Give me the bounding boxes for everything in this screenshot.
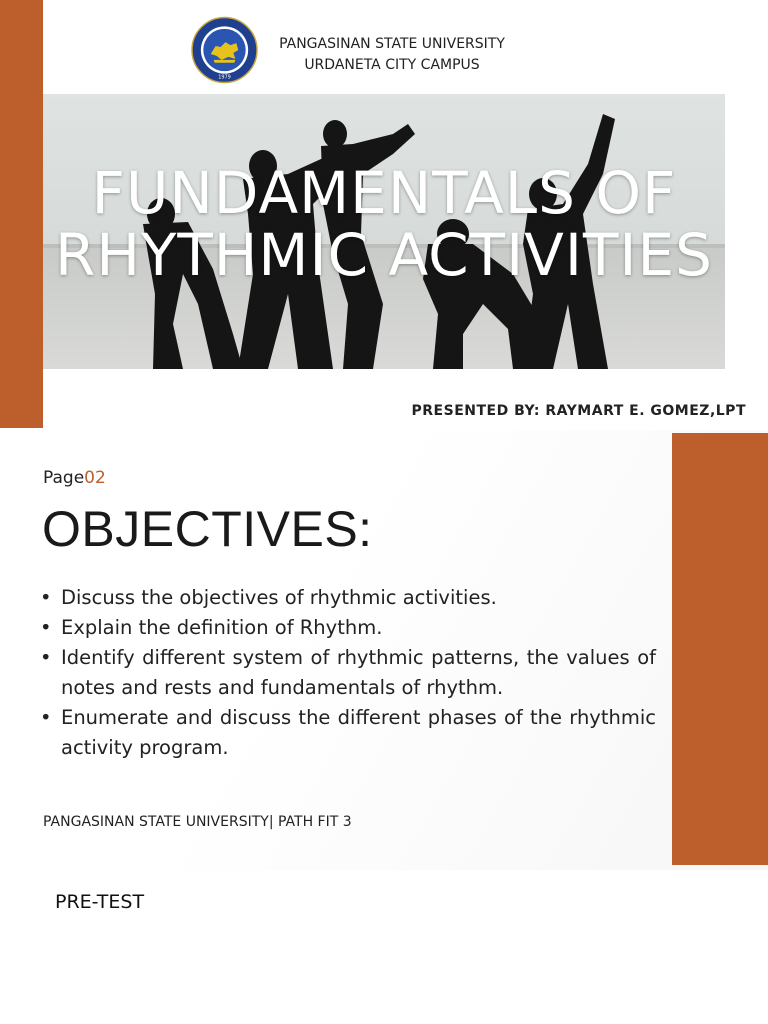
page-number [43,468,106,488]
bullet-icon: • [40,616,52,639]
page-label: Page [43,468,85,488]
university-seal-logo [191,16,258,84]
list-item [40,703,656,763]
university-campus-line2: URDANETA CITY CAMPUS [304,57,480,73]
page-number-value: 02 [84,468,106,488]
bullet-icon: • [40,586,52,609]
presentation-title [43,159,725,289]
title-line2: RHYTHMIC ACTIVITIES [55,221,713,289]
university-name-line1: PANGASINAN STATE UNIVERSITY [279,36,505,52]
pretest-title: PRE-TEST [55,891,145,913]
objectives-list [40,583,656,763]
university-name [262,34,522,76]
list-item [40,643,656,703]
bullet-icon: • [40,706,52,729]
list-item [40,613,656,643]
hero-photo-dancers [43,94,725,369]
accent-bar-left [0,0,43,428]
objectives-heading: OBJECTIVES: [42,501,373,557]
bullet-icon: • [40,646,52,669]
pretest-slide [0,870,768,1024]
objective-text: Discuss the objectives of rhythmic activities. [61,586,497,609]
objectives-slide [0,430,768,870]
objective-text: Identify different system of rhythmic patterns, the values of notes and rests and fundamentals of rhythm. [61,646,656,699]
title-slide [0,0,768,430]
objective-text: Enumerate and discuss the different phases of the rhythmic activity program. [61,706,656,759]
presenter-credit: PRESENTED BY: RAYMART E. GOMEZ,LPT [411,403,746,419]
list-item [40,583,656,613]
title-line1: FUNDAMENTALS OF [91,159,677,227]
accent-bar-right [672,433,768,865]
slide-footer: PANGASINAN STATE UNIVERSITY| PATH FIT 3 [43,814,352,830]
svg-text:1979: 1979 [218,74,231,81]
objective-text: Explain the definition of Rhythm. [61,616,383,639]
